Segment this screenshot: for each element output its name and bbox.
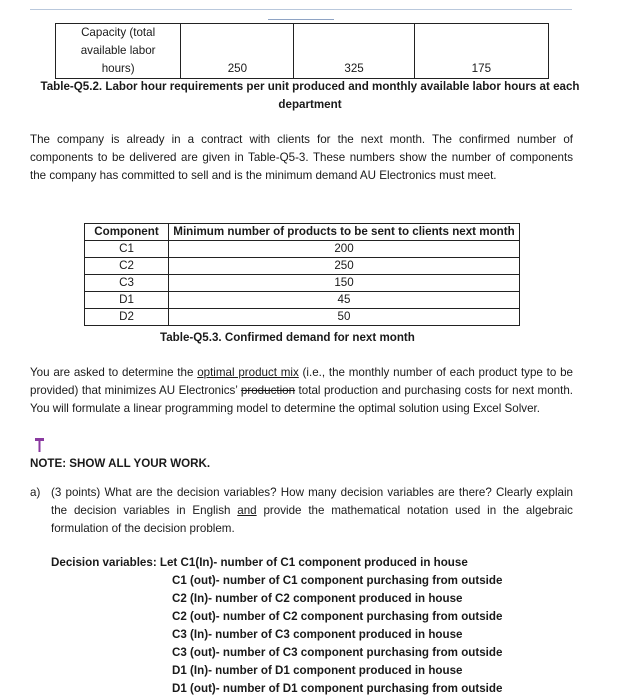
text-span: (3 points) What are the decision variables? How many decision variables are there? Clearly explain the decision variables in English — [51, 486, 573, 517]
underlined-text: and — [237, 504, 257, 517]
table-row — [56, 24, 549, 79]
table-row — [85, 309, 520, 326]
table-row — [85, 258, 520, 275]
decision-variable-item: C3 (out)- number of C3 component purchasing from outside — [172, 646, 503, 659]
component-cell: D1 — [85, 292, 169, 309]
component-cell: C3 — [85, 275, 169, 292]
table-row — [85, 292, 520, 309]
table-cell: 250 — [181, 24, 294, 79]
table-cell: 325 — [294, 24, 414, 79]
decision-variable-intro: Decision variables: Let C1(In)- number of C1 component produced in house — [51, 556, 468, 569]
table-q5-2 — [55, 23, 549, 79]
minimum-cell: 150 — [169, 275, 520, 292]
paragraph-contract: The company is already in a contract with clients for the next month. The confirmed number of components to be delivered are given in Table-Q5-3. These numbers show the number of components the company has committed to sell and is the minimum demand AU Electronics must meet. — [30, 133, 573, 182]
text-span: total production and purchasing costs for next month. You will formulate a linear programming model to determine the optimal solution using Excel Solver. — [30, 384, 573, 415]
minimum-cell: 250 — [169, 258, 520, 275]
table-q5-3 — [84, 223, 520, 326]
decision-variable-item: C2 (In)- number of C2 component produced in house — [172, 592, 463, 605]
decision-variable-item: D1 (out)- number of D1 component purchasing from outside — [172, 682, 503, 695]
header-underline — [268, 19, 334, 20]
table-q5-2-caption — [30, 78, 590, 114]
note-heading: NOTE: SHOW ALL YOUR WORK. — [30, 457, 211, 470]
table-header-row — [85, 224, 520, 241]
component-cell: C1 — [85, 241, 169, 258]
struck-text: production — [240, 384, 296, 397]
column-header-component: Component — [85, 224, 169, 241]
component-cell: D2 — [85, 309, 169, 326]
decision-variable-item: C3 (In)- number of C3 component produced in house — [172, 628, 463, 641]
caption-line: department — [278, 98, 342, 111]
list-marker: a) — [30, 486, 41, 499]
top-rule — [30, 9, 572, 10]
table-cell: 175 — [414, 24, 548, 79]
caption-line: Table-Q5.2. Labor hour requirements per unit produced and monthly available labor hours at each — [40, 80, 580, 93]
table-q5-3-caption: Table-Q5.3. Confirmed demand for next month — [160, 331, 415, 344]
row-label-line: Capacity (total — [81, 26, 156, 39]
text-span: You are asked to determine the — [30, 366, 198, 379]
text-span: (i.e., the monthly number of each product type to be provided) that minimizes AU Electronics’ — [30, 366, 573, 397]
minimum-cell: 50 — [169, 309, 520, 326]
minimum-cell: 45 — [169, 292, 520, 309]
row-label-capacity — [56, 24, 181, 79]
question-text — [51, 484, 573, 538]
paragraph-task — [30, 364, 573, 418]
text-span: provide the mathematical notation used in the algebraic formulation of the decision problem. — [51, 504, 573, 535]
decision-variables-answer — [51, 554, 591, 698]
decision-variable-item: C2 (out)- number of C2 component purchasing from outside — [172, 610, 503, 623]
decision-variable-item: D1 (In)- number of D1 component produced in house — [172, 664, 463, 677]
minimum-cell: 200 — [169, 241, 520, 258]
decision-variable-item: C1 (out)- number of C1 component purchasing from outside — [172, 574, 503, 587]
table-row — [85, 241, 520, 258]
column-header-minimum: Minimum number of products to be sent to clients next month — [169, 224, 520, 241]
question-a — [30, 484, 573, 538]
row-label-line: available labor — [80, 44, 156, 57]
underlined-text: optimal product mix — [197, 366, 299, 379]
row-label-line: hours) — [101, 62, 135, 75]
table-row — [85, 275, 520, 292]
text-cursor-icon — [35, 438, 44, 452]
component-cell: C2 — [85, 258, 169, 275]
